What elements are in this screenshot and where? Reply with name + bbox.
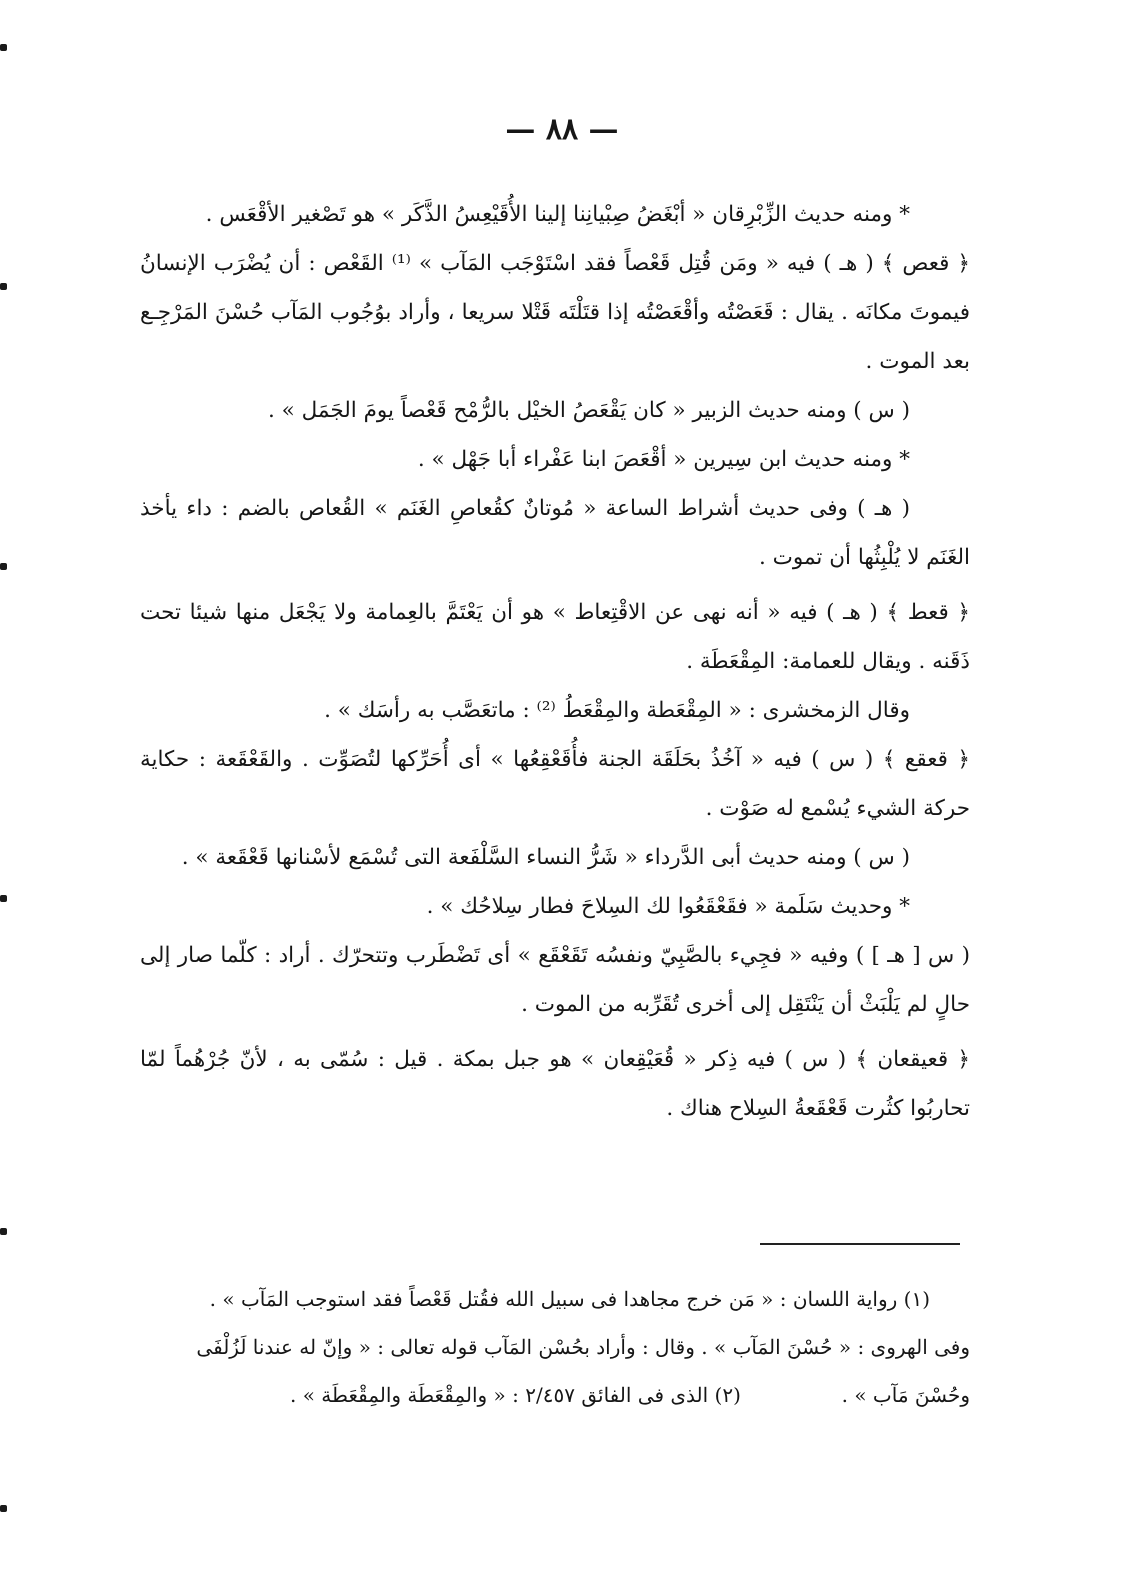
paragraph: * ومنه حديث الزِّبْرِقان « أبْغَضُ صِبْيانِنا إلينا الأُقَيْعِسُ الذَّكَر » هو تَصْغير الأقْعَس .	[205, 202, 910, 227]
footnote-1-end: وحُسْنَ مَآب » .	[841, 1383, 970, 1407]
footnote-row	[140, 1371, 970, 1419]
margin-mark	[0, 283, 7, 290]
entry-quayqiaan: ﴿ قعيقعان ﴾ ( س ) فيه ذِكر « قُعَيْقِعان » هو جبل بمكة . قيل : سُمّى به ، لأنّ جُرْهُماً لمّا تحاربُوا كثُرت قَعْقَعةُ السِلاح هناك .	[140, 1047, 970, 1121]
paragraph: * ومنه حديث ابن سِيرين « أقْعَصَ ابنا عَفْراء أبا جَهْل » .	[417, 447, 910, 472]
paragraph: * وحديث سَلَمة « فقَعْقَعُوا لك السِلاحَ فطار سِلاحُك » .	[426, 894, 910, 919]
entry-qaat: ﴿ قعط ﴾ ( هـ ) فيه « أنه نهى عن الاقْتِعاط » هو أن يَعْتَمَّ بالعِمامة ولا يَجْعَل منها شيئا تحت ذَقَنه . ويقال للعمامة: المِقْعَطَة .	[140, 600, 970, 674]
paragraph: ( س ) ومنه حديث أبى الدَّرداء « شَرُّ النساء السَّلْفَعة التى تُسْمَع لأسْنانها قَعْقَعة » .	[181, 845, 910, 870]
margin-mark	[0, 1505, 7, 1512]
paragraph: وقال الزمخشرى : « المِقْعَطة والمِقْعَطُ ⁽²⁾ : ماتعَصَّب به رأسَك » .	[324, 698, 910, 723]
paragraph: ( هـ ) وفى حديث أشراط الساعة « مُوتانٌ كقُعاصِ الغَنَم » القُعاص بالضم : داء يأخذ الغَنَم لا يُلْبِثُها أن تموت .	[140, 496, 970, 570]
entry-qaas: ﴿ قعص ﴾ ( هـ ) فيه « ومَن قُتِل قَعْصاً فقد اسْتَوْجَب المَآب » ⁽¹⁾ القَعْص : أن يُضْرَب الإنسانُ فيموتَ مكانَه . يقال : قَعَصْتُه وأقْعَصْتُه إذا قتَلْتَه قَتْلا سريعا ، وأراد بوُجُوب المَآب حُسْنَ المَرْجِـع بعد الموت .	[140, 251, 970, 374]
margin-mark	[0, 44, 7, 51]
margin-mark	[0, 1228, 7, 1235]
main-text	[140, 190, 970, 1133]
entry-qaqaa: ﴿ قعقع ﴾ ( س ) فيه « آخُذُ بحَلَقَة الجنة فأُقَعْقِعُها » أى أُحَرِّكها لتُصَوِّت . والقَعْقَعة : حكاية حركة الشيء يُسْمع له صَوْت .	[140, 747, 970, 821]
margin-mark	[0, 895, 7, 902]
footnote-1: (١) رواية اللسان : « مَن خرج مجاهدا فى سبيل الله فقُتل قَعْصاً فقد استوجب المَآب » .	[209, 1287, 930, 1311]
margin-mark	[0, 563, 7, 570]
footnote-1-continued: وفى الهروى : « حُسْنَ المَآب » . وقال : وأراد بحُسْن المَآب قوله تعالى : « وإنّ له عندنا لَزُلْفَى	[196, 1335, 970, 1359]
footnote-2: (٢) الذى فى الفائق ٢/٤٥٧ : « والمِقْعَطَة والمِقْعَطَة » .	[290, 1383, 741, 1407]
page-number: — ٨٨ —	[505, 112, 619, 147]
footnote-divider	[760, 1243, 960, 1245]
paragraph: ( س [ هـ ] ) وفيه « فجِيء بالصَّبِيّ ونفسُه تَقَعْقَع » أى تَضْطَرب وتتحرّك . أراد : كلّما صار إلى حالٍ لم يَلْبَثْ أن يَنْتَقِل إلى أخرى تُقَرِّبه من الموت .	[140, 943, 970, 1017]
paragraph: ( س ) ومنه حديث الزبير « كان يَقْعَصُ الخيْل بالرُّمْح قَعْصاً يومَ الجَمَل » .	[267, 398, 910, 423]
footnotes	[140, 1275, 970, 1419]
